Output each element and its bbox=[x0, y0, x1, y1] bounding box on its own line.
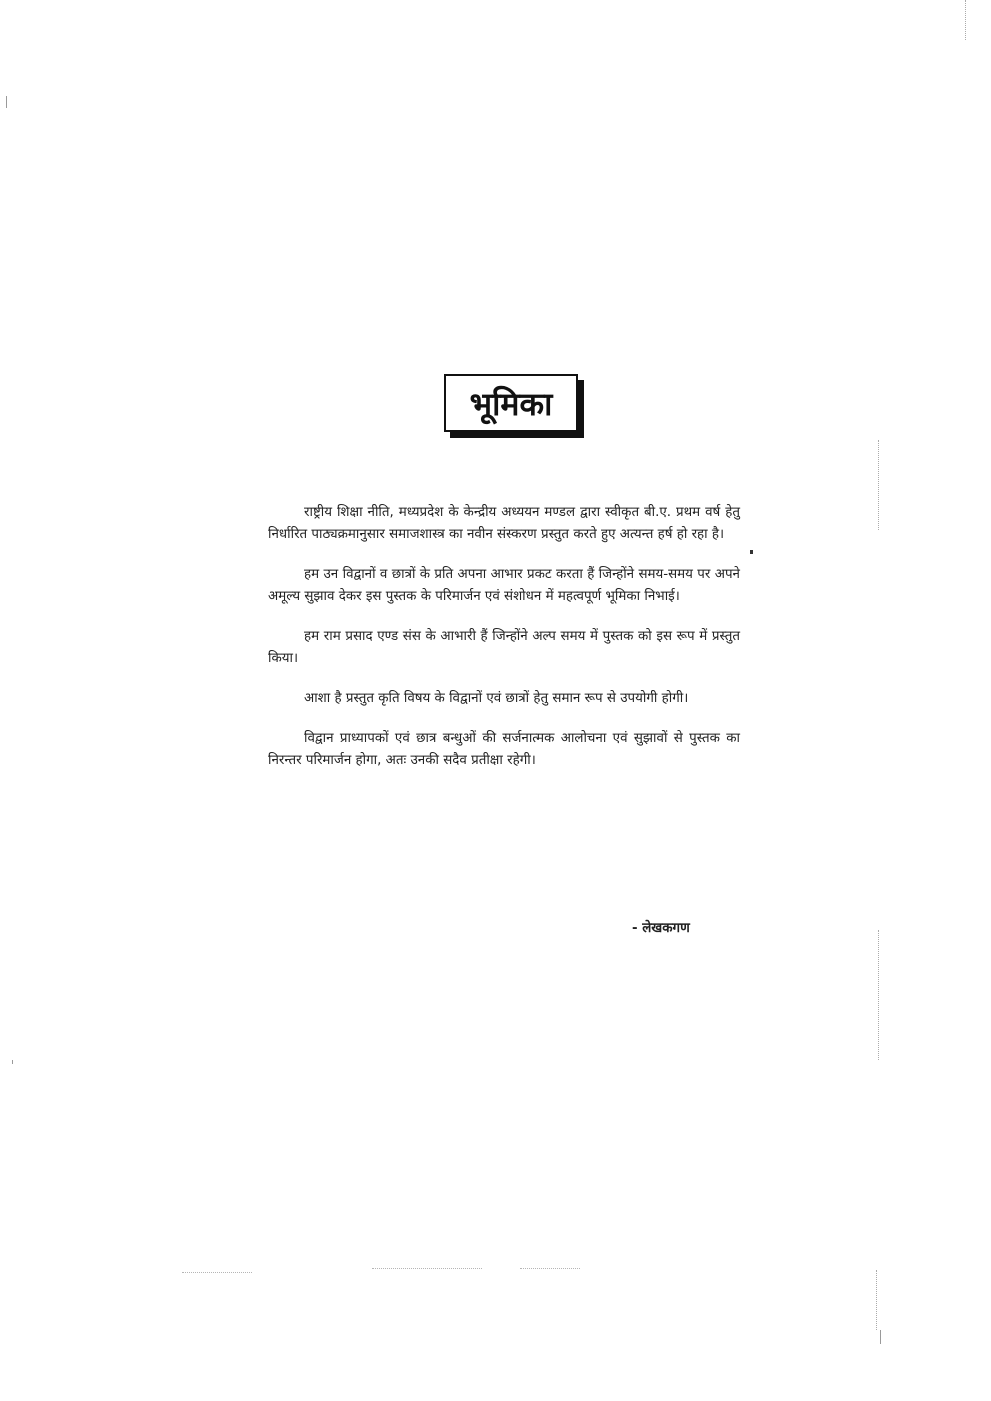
scan-artifact bbox=[965, 0, 966, 40]
paragraph: विद्वान प्राध्यापकों एवं छात्र बन्धुओं की सर्जनात्मक आलोचना एवं सुझावों से पुस्तक का निरन्तर परिमार्जन होगा, अतः उनकी सदैव प्रतीक्षा रहेगी। bbox=[268, 731, 740, 768]
scan-artifact bbox=[12, 1060, 13, 1064]
scan-artifact bbox=[520, 1268, 580, 1269]
scan-artifact bbox=[876, 1270, 877, 1330]
scan-artifact bbox=[878, 930, 879, 1060]
title-box bbox=[444, 374, 584, 438]
paragraph: राष्ट्रीय शिक्षा नीति, मध्यप्रदेश के केन्द्रीय अध्ययन मण्डल द्वारा स्वीकृत बी.ए. प्रथम वर्ष हेतु निर्धारित पाठ्यक्रमानुसार समाजशास्त्र का नवीन संस्करण प्रस्तुत करते हुए अत्यन्त हर्ष हो रहा है। bbox=[268, 505, 740, 542]
scan-artifact bbox=[372, 1268, 482, 1269]
preface-body bbox=[268, 502, 740, 790]
scan-artifact bbox=[6, 96, 7, 108]
scan-artifact bbox=[878, 440, 879, 530]
paragraph: हम उन विद्वानों व छात्रों के प्रति अपना आभार प्रकट करता हैं जिन्होंने समय-समय पर अपने अमूल्य सुझाव देकर इस पुस्तक के परिमार्जन एवं संशोधन में महत्वपूर्ण भूमिका निभाई। bbox=[268, 567, 740, 604]
page-title: भूमिका bbox=[444, 374, 578, 432]
paragraph: आशा है प्रस्तुत कृति विषय के विद्वानों एवं छात्रों हेतु समान रूप से उपयोगी होगी। bbox=[304, 691, 689, 706]
paragraph: हम राम प्रसाद एण्ड संस के आभारी हैं जिन्होंने अल्प समय में पुस्तक को इस रूप में प्रस्तुत किया। bbox=[268, 629, 740, 666]
scan-artifact bbox=[182, 1272, 252, 1273]
author-signature: - लेखकगण bbox=[632, 921, 690, 936]
scan-artifact bbox=[880, 1330, 881, 1344]
scan-artifact bbox=[750, 550, 753, 554]
